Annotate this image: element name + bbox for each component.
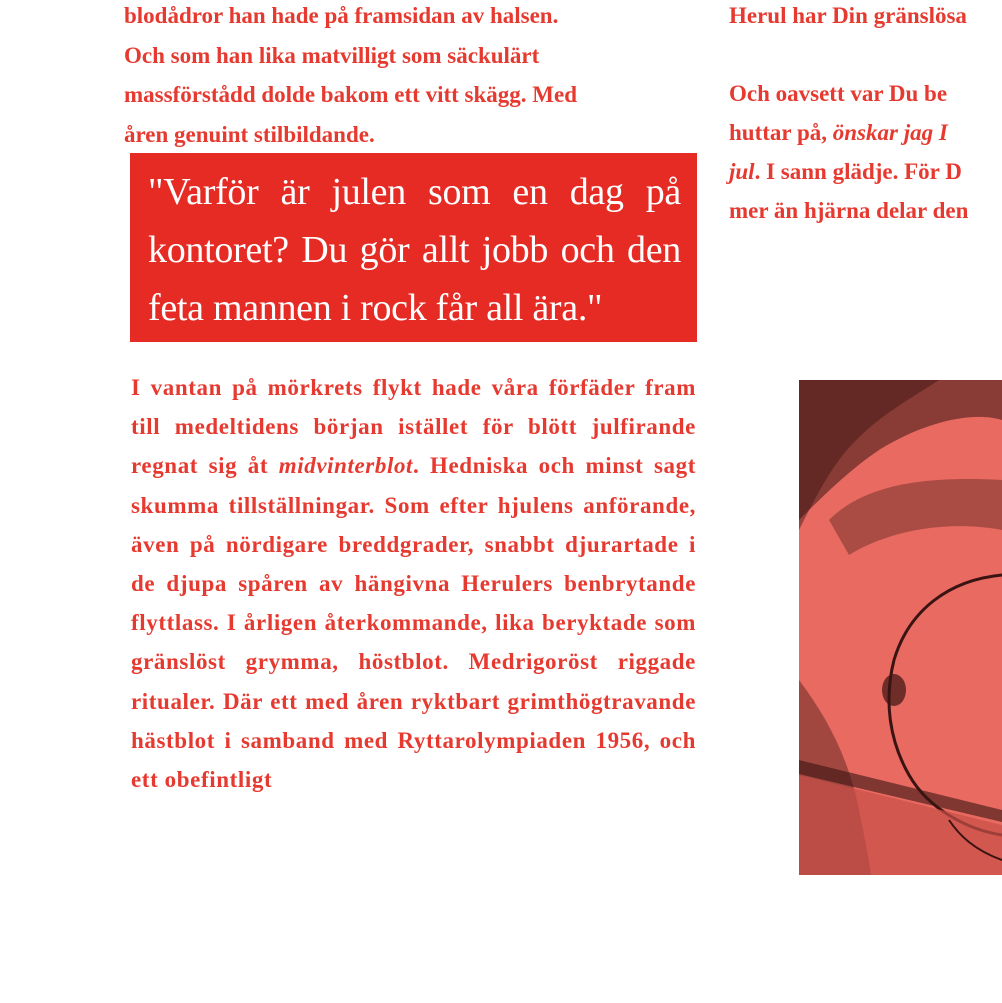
left-column-body-text [131,368,696,799]
pull-quote-text: "Varför är julen som en dag på kontoret? Du gör allt jobb och den feta mannen i rock får all ära." [148,171,681,329]
text-line [729,152,1002,191]
text-segment: . I sann glädje. För D [754,159,962,184]
text-line: blodådror han hade på framsidan av halsen. [124,3,559,28]
text-line: åren genuint stilbildande. [124,121,375,147]
body-text-start: I vantan på mörkrets flykt hade våra förfäder fram till medeltidens början istället för blött julfirande regnat sig åt [131,375,696,479]
text-line: mer än hjärna delar den [729,198,969,223]
text-segment: huttar på, [729,120,833,145]
text-line: Herul har Din gränslösa [729,3,967,28]
text-line: Och oavsett var Du be [729,81,948,106]
text-line: Och som han lika matvilligt som säckulärt [124,42,540,68]
text-line: massförstådd dolde bakom ett vitt skägg. Med [124,82,577,107]
left-column-top-text [124,0,689,154]
portrait-photo [799,380,1002,875]
body-paragraph [131,368,696,799]
text-line [729,113,1002,152]
pull-quote [130,153,697,342]
body-emphasis: midvinterblot [278,453,414,479]
portrait-image [799,380,1002,875]
right-column-text [729,0,1002,230]
body-text-end: . Hedniska och minst sagt skumma tillställningar. Som efter hjulens anförande, även på nördigare breddgrader, snabbt djurartade i de djupa spåren av hängivna Herulers benbrytande flyttlass. I årligen återkommande, lika beryktade som gränslöst grymma, höstblot. Medrigoröst riggade ritualer. Där ett med åren ryktbart grimthögtravande hästblot i samband med Ryttarolympiaden 1956, och ett obefintligt [131,453,697,793]
text-emphasis: önskar jag I [832,120,948,145]
text-emphasis: jul [729,159,755,184]
